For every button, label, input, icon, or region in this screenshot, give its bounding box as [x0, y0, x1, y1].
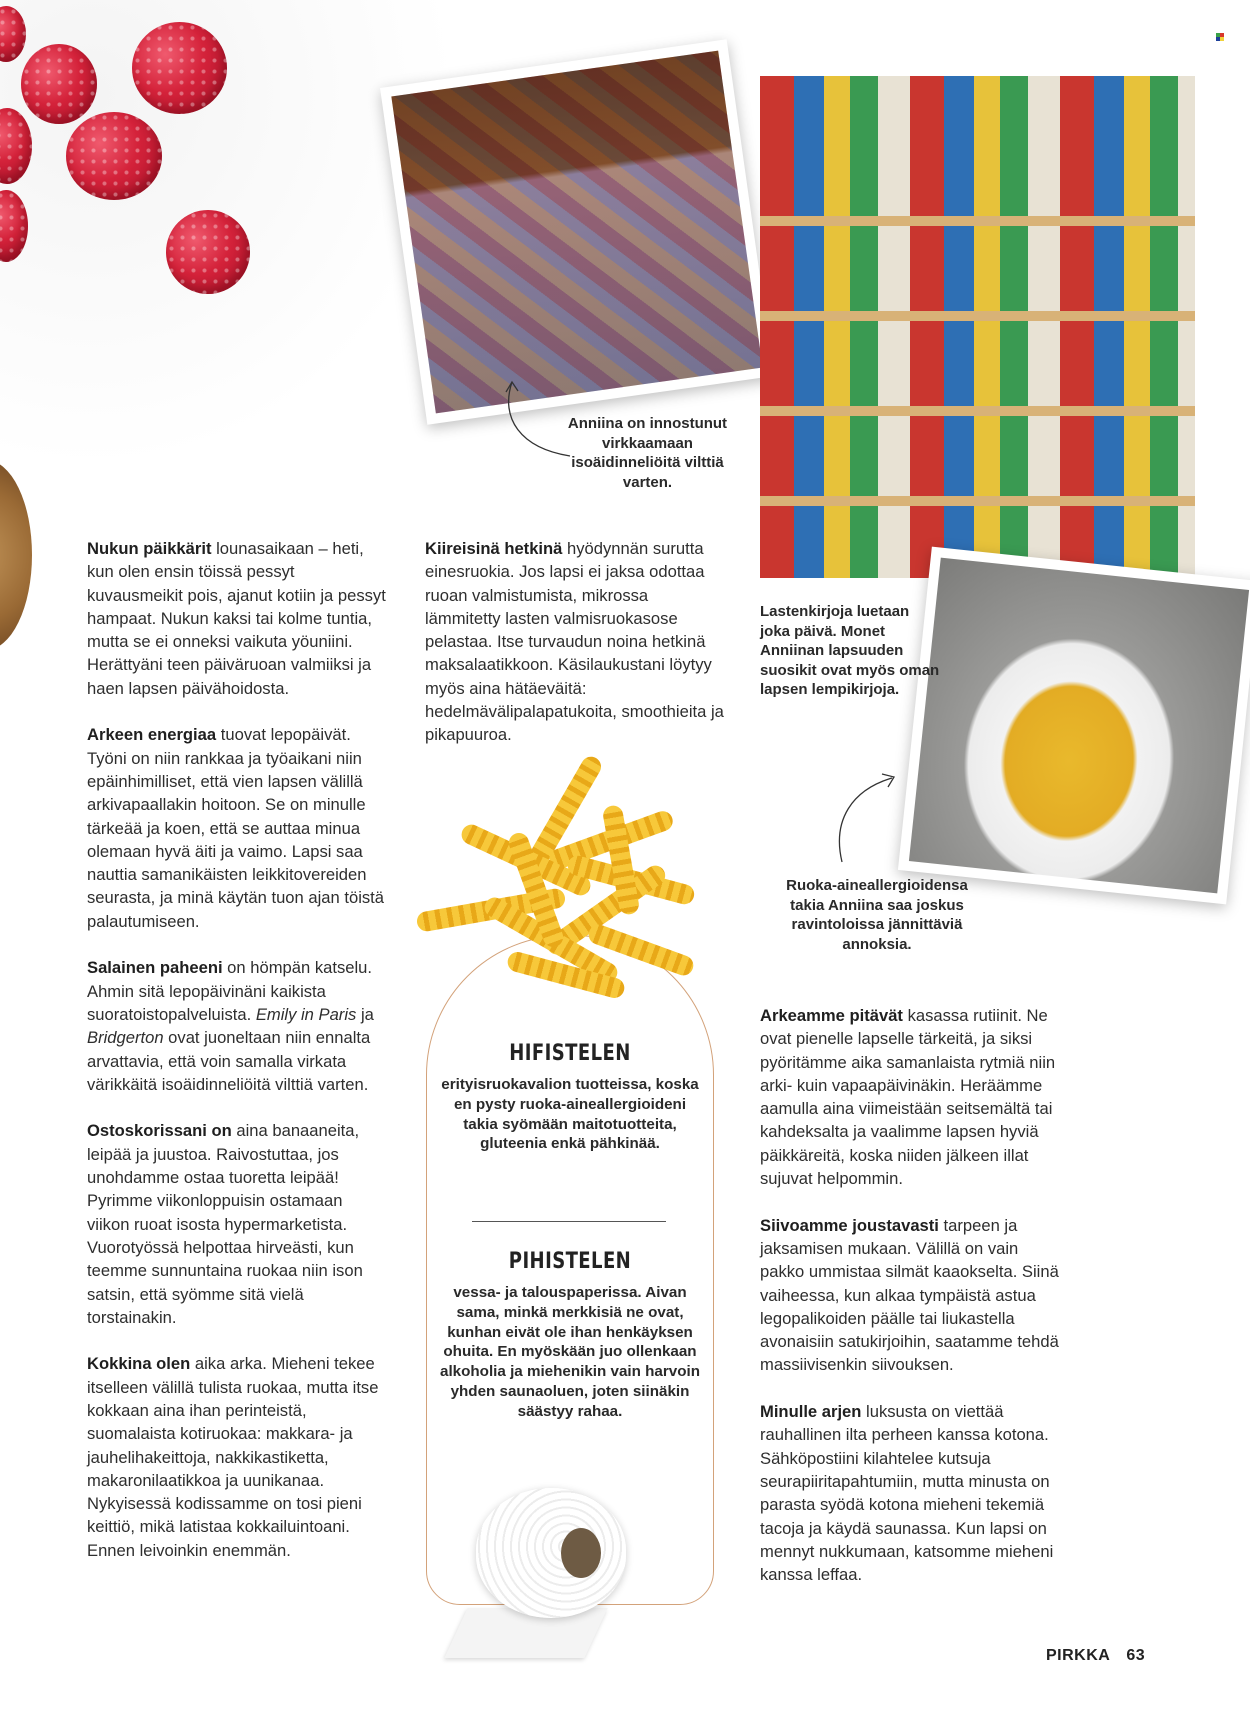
paragraph-guilty-pleasure: Salainen paheeni on hömpän katselu. Ahmin sitä lepopäivinäni kaikista suoratoistopalveluista. Emily in Paris ja Bridgerton ovat juoneltaan niin ennalta arvattavia, että voin samalla virkata värikkäitä isoäidinneliöitä vilttiä varten.	[87, 958, 374, 1094]
page-folio	[1046, 1647, 1145, 1665]
paragraph-routines: Arkeamme pitävät kasassa rutiinit. Ne ovat pienelle lapselle tärkeitä, ja siksi pyöritämme aika samanlaista rytmiä niin arki- kuin vapaapäivinäkin. Heräämme aamulla aina viimeistään seitsemältä tai kahdeksalta ja vaalimme lapsen hyviä päikkäreitä, koska niiden jälkeen illat sujuvat helpommin.	[760, 1006, 1056, 1189]
paragraph-luxury: Minulle arjen luksusta on viettää rauhallinen ilta perheen kanssa kotona. Sähköpostiini kilahtelee kutsuja seurapiiritapahtumiin, mutta minusta on parasta syödä kotona mieheni tekemiä tacoja ja käydä saunassa. Kun lapsi on mennyt nukkumaan, katsomme mieheni kanssa leffaa.	[760, 1402, 1054, 1585]
body-column-left	[87, 537, 387, 1585]
paragraph-shopping: Ostoskorissani on aina banaaneita, leipää ja juustoa. Raivostuttaa, jos unohdamme ostaa tuoretta leipää! Pyrimme viikonloppuisin ostamaan viikon ruoat isosta hypermarketista. Vuorotyössä helpottaa hirveästi, kun teemme sunnuntaina ruokaa niin ison satsin, että syömme sitä vielä torstainakin.	[87, 1121, 363, 1327]
paragraph-naps: Nukun päikkärit lounasaikaan – heti, kun olen ensin töissä pessyt kuvausmeikit pois, ajanut kotiin ja pessyt hampaat. Nukun kaksi tai kolme tuntia, mutta se ei onneksi vaikuta yöuniini. Herättyäni teen päiväruoan valmiiksi ja haen lapsen päivähoidosta.	[87, 539, 386, 698]
caption-arrow-food-icon	[832, 770, 912, 870]
page-number: 63	[1126, 1647, 1146, 1664]
save-text: vessa- ja talouspaperissa. Aivan sama, minkä merkkisiä ne ovat, kunhan eivät ole ihan henkäyksen ohuita. En myöskään juo ollenkaan alkoholia ja miehenikin vain harvoin yhden saunaoluen, joten siinäkin säästyy rahaa.	[440, 1284, 700, 1420]
crochet-photo-image	[391, 51, 762, 414]
sidebar-divider	[472, 1221, 666, 1222]
corner-color-mark-icon	[1216, 33, 1224, 41]
paragraph-energy: Arkeen energiaa tuovat lepopäivät. Työni on niin rankkaa ja työaikani niin epäinhimilliset, että vien lapsen välillä arkivapaallakin hoitoon. Se on minulle tärkeää ja koen, että se auttaa minua olemaan hyvä äiti ja vaimo. Lapsi saa nauttia samanikäisten leikkitovereiden seurasta, ja minä käytän tuon ajan töistä palautumiseen.	[87, 725, 385, 931]
paragraph-cooking: Kokkina olen aika arka. Mieheni tekee itselleen välillä tulista ruokaa, mutta itse kokkaan aina ihan perinteistä, suomalaista kotiruokaa: makkara- ja jauhelihakeittoja, nakkikastiketta, makaronilaatikkoa ja uunikanaa. Nykyisessä kodissamme on tosi pieni keittiö, mikä latistaa kokkailuintoani. Ennen leivoinkin enemmän.	[87, 1354, 379, 1560]
paragraph-busy-moments: Kiireisinä hetkinä hyödynnän surutta einesruokia. Jos lapsi ei jaksa odottaa ruoan valmistumista, mikrossa lämmitetty lasten valmisruokasose pelastaa. Itse turvaudun noina hetkinä maksalaatikkoon. Käsilaukustani löytyy myös aina hätäeväitä: hedelmävälipalapatukoita, smoothieita ja pikapuuroa.	[425, 539, 724, 745]
crochet-photo	[380, 39, 774, 424]
body-column-middle	[425, 537, 725, 770]
food-photo-image	[909, 558, 1249, 894]
splurge-text: erityisruokavalion tuotteissa, koska en pysty ruoka-aineallergioideni takia syömään maitotuotteita, gluteenia enkä pähkinää.	[441, 1076, 699, 1153]
books-photo	[760, 76, 1195, 578]
body-column-right	[760, 1004, 1060, 1610]
caption-arrow-crochet-icon	[500, 378, 580, 468]
toilet-paper-image	[456, 1488, 656, 1668]
pasta-image	[416, 790, 716, 1005]
caption-crochet: Anniina on innostunut virkkaamaan isoäidinneliöitä vilttiä varten.	[567, 415, 728, 491]
paragraph-cleaning: Siivoamme joustavasti tarpeen ja jaksamisen mukaan. Välillä on vain pakko ummistaa silmät kaaokselta. Siinä vaiheessa, kun alkaa tympäistä astua legopalikoiden päälle tai liukastella avonaisiin satukirjoihin, saatamme tehdä massiivisenkin siivouksen.	[760, 1215, 1059, 1375]
food-photo	[898, 547, 1250, 905]
save-heading: PIHISTELEN	[508, 1249, 632, 1274]
caption-food: Ruoka-aineallergioidensa takia Anniina saa joskus ravintoloissa jännittäviä annoksia.	[786, 877, 968, 953]
magazine-name: PIRKKA	[1046, 1647, 1111, 1664]
splurge-heading: HIFISTELEN	[509, 1041, 631, 1066]
bread-image	[0, 460, 32, 650]
caption-books: Lastenkirjoja luetaan joka päivä. Monet Anniinan lapsuuden suosikit ovat myös oman lapsen lempikirjoja.	[760, 603, 940, 699]
books-photo-image	[760, 76, 1195, 578]
